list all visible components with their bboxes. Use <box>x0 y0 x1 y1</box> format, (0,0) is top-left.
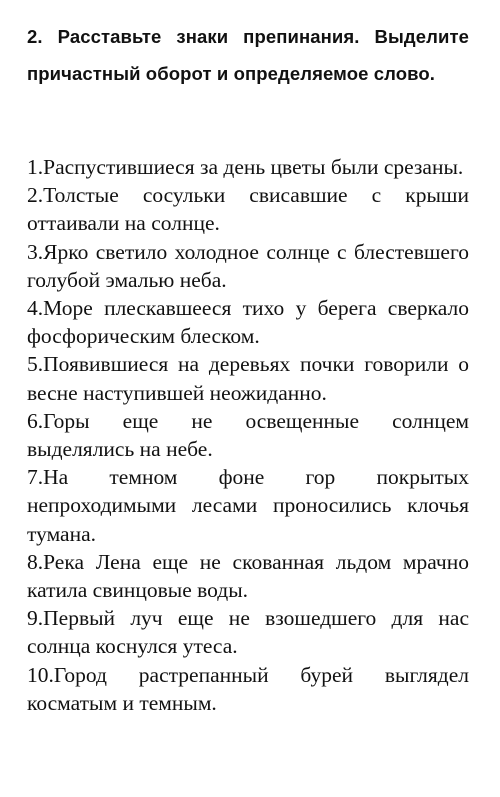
sentence-item-3: 3.Ярко светило холодное солнце с блестевшего голубой эмалью неба. <box>27 239 469 292</box>
sentence-list <box>27 153 469 717</box>
sentence-item-9: 9.Первый луч еще не взошедшего для нас солнца коснулся утеса. <box>27 606 469 659</box>
task-instruction: 2. Расставьте знаки препинания. Выделите причастный оборот и определяемое слово. <box>27 26 469 84</box>
sentence-item-5: 5.Появившиеся на деревьях почки говорили о весне наступившей неожиданно. <box>27 352 469 405</box>
sentence-item-1: 1.Распустившиеся за день цветы были срезаны. <box>27 155 464 179</box>
sentence-item-4: 4.Море плескавшееся тихо у берега сверкало фосфорическим блеском. <box>27 296 469 349</box>
sentence-item-7: 7.На темном фоне гор покрытых непроходимыми лесами проносились клочья тумана. <box>27 465 469 546</box>
sentence-item-8: 8.Река Лена еще не скованная льдом мрачно катила свинцовые воды. <box>27 549 469 603</box>
sentence-item-6: 6.Горы еще не освещенные солнцем выделялись на небе. <box>27 408 469 462</box>
sentence-item-10: 10.Город растрепанный бурей выглядел косматым и темным. <box>27 662 469 715</box>
sentence-item-2: 2.Толстые сосульки свисавшие с крыши оттаивали на солнце. <box>27 183 469 236</box>
